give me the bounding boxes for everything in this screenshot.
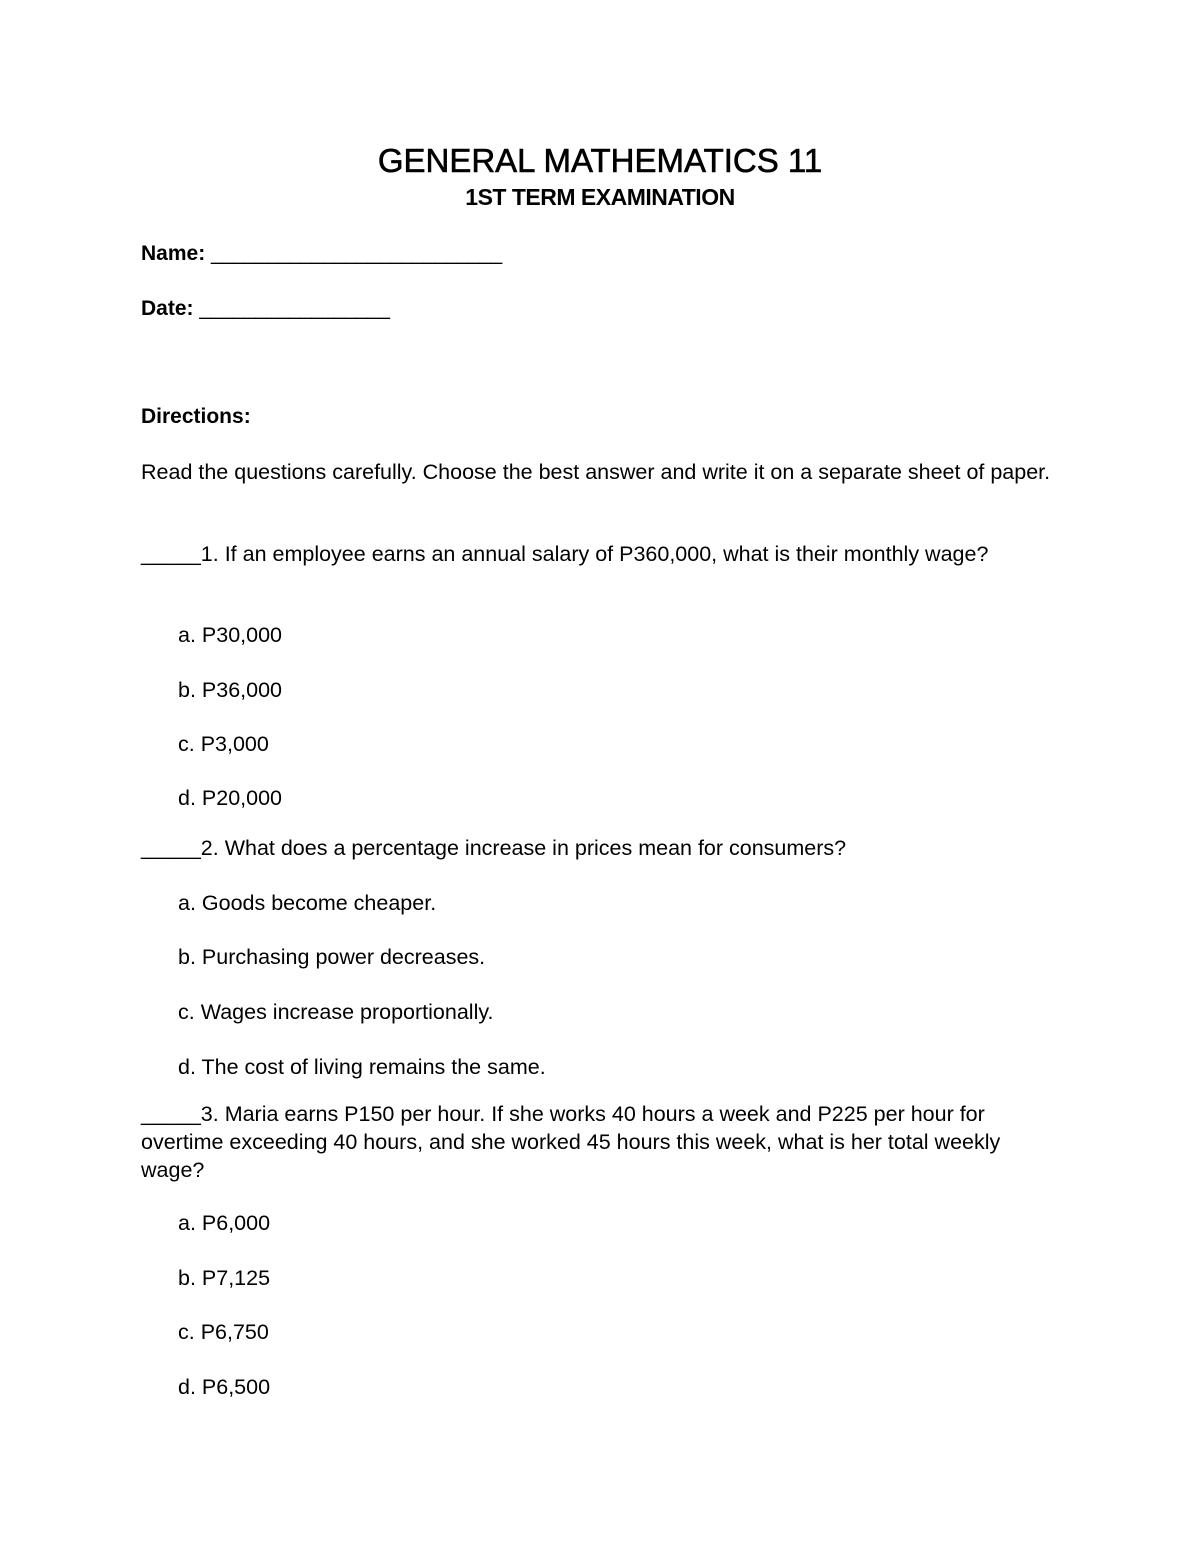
- question-1-option-a: a. P30,000: [178, 623, 283, 647]
- date-field: [141, 295, 389, 323]
- question-2-option-b: b. Purchasing power decreases.: [178, 945, 486, 969]
- question-3: _____3. Maria earns P150 per hour. If she works 40 hours a week and P225 per hour for overtime exceeding 40 hours, and she worked 45 hours this week, what is her total weekly wage?: [141, 1102, 1001, 1182]
- page-subtitle: 1ST TERM EXAMINATION: [465, 184, 735, 210]
- question-3-option-c: c. P6,750: [178, 1320, 269, 1344]
- question-3-option-a: a. P6,000: [178, 1211, 271, 1235]
- question-1: _____1. If an employee earns an annual salary of P360,000, what is their monthly wage?: [141, 542, 989, 566]
- question-1-option-d: d. P20,000: [178, 786, 283, 810]
- name-blank: __________________________: [211, 242, 502, 265]
- question-2-option-c: c. Wages increase proportionally.: [178, 1000, 494, 1024]
- question-3-option-b: b. P7,125: [178, 1266, 271, 1290]
- question-3-option-d: d. P6,500: [178, 1375, 271, 1399]
- page-title: GENERAL MATHEMATICS 11: [377, 142, 823, 179]
- question-2-option-a: a. Goods become cheaper.: [178, 891, 437, 915]
- name-label: Name:: [141, 242, 206, 265]
- date-label: Date:: [141, 297, 194, 320]
- question-2-option-d: d. The cost of living remains the same.: [178, 1055, 546, 1079]
- name-field: [141, 240, 502, 268]
- directions-text: Read the questions carefully. Choose the best answer and write it on a separate sheet of paper.: [141, 460, 1051, 484]
- question-1-option-c: c. P3,000: [178, 732, 269, 756]
- question-1-option-b: b. P36,000: [178, 678, 283, 702]
- question-2: _____2. What does a percentage increase in prices mean for consumers?: [141, 836, 847, 860]
- directions-heading: Directions:: [141, 405, 251, 428]
- date-blank: _________________: [199, 297, 390, 320]
